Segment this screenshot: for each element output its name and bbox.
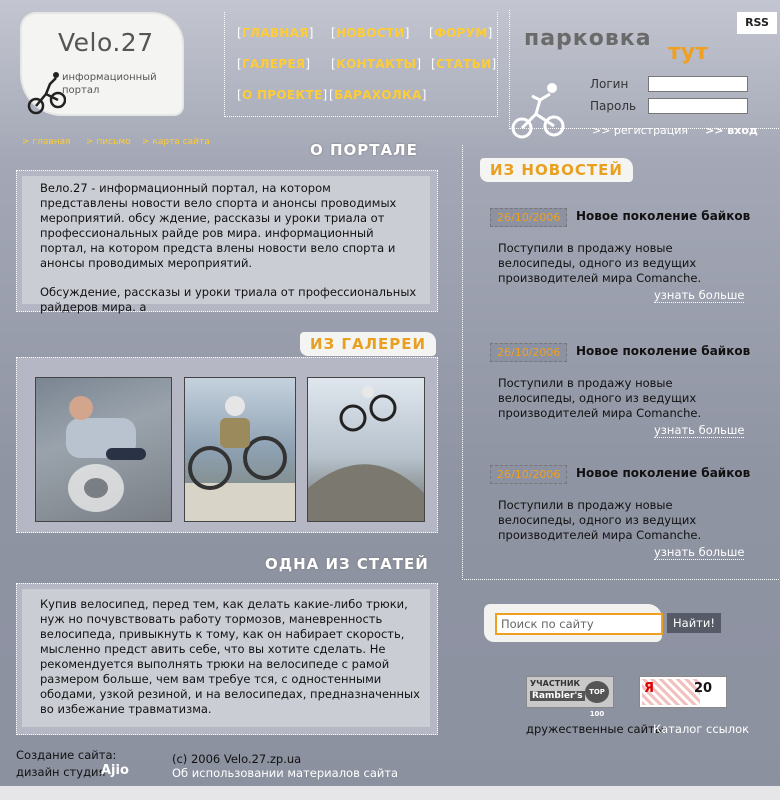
nav-item-home[interactable]: [ГЛАВНАЯ] [237, 26, 314, 40]
news-headline[interactable]: Новое поколение байков [576, 344, 751, 358]
login-label: Логин [590, 77, 629, 91]
search-input[interactable]: Поиск по сайту [495, 613, 663, 635]
rider-lying-icon [36, 378, 171, 521]
news-more-link[interactable]: узнать больше [654, 545, 745, 559]
article-title: ОДНА ИЗ СТАТЕЙ [265, 555, 429, 573]
yandex-number: 20 [694, 681, 713, 696]
rider-trial-icon [185, 378, 295, 521]
rss-button[interactable]: RSS [737, 12, 777, 34]
nav-item-news[interactable]: [НОВОСТИ] [331, 26, 410, 40]
gallery-image-1[interactable] [35, 377, 172, 522]
news-date: 26/10/2006 [490, 343, 567, 362]
search-button[interactable]: Найти! [667, 613, 721, 633]
rambler-line1: УЧАСТНИК [530, 679, 581, 688]
news-headline[interactable]: Новое поколение байков [576, 466, 751, 480]
logo-subtitle: информационный портал [62, 72, 157, 96]
news-date: 26/10/2006 [490, 208, 567, 227]
nav-item-forum[interactable]: [ФОРУМ] [429, 26, 493, 40]
nav-item-articles[interactable]: [СТАТЬИ] [431, 57, 497, 71]
footer-usage-link[interactable]: Об использовании материалов сайта [172, 766, 399, 780]
rambler-top100-badge[interactable] [526, 676, 614, 718]
about-paragraph-1: Вело.27 - информационный портал, на котором представлены новости вело спорта и анонсы проводимых мероприятий. обсу ждение, рассказы и уроки триала от профессиональных райде ров мира. информационный портал, на котором предста влены новости вело спорта и анонсы проводимых мероприятий. [40, 181, 397, 270]
logo-title[interactable]: Velo.27 [58, 28, 154, 57]
register-link[interactable]: >> регистрация [592, 124, 689, 137]
rambler-line2: Rambler's [532, 691, 583, 701]
nav-item-market[interactable]: [БАРАХОЛКА] [329, 88, 427, 102]
article-text: Купив велосипед, перед тем, как делать какие-либо трюки, нуж но почувствовать работу тормозов, маневренность велосипеда, привыкнуть к тому, как он набирает скорость, мысленно предст авить себе, что вы хотите сделать. Не рекомендуется выполнять трюки на велосипеде с рамой размером больше, чем вам требуе тся, с одностенными ободами, узкой резиной, и на велосипедах, предназначенных во избежание травматизма. [40, 597, 420, 716]
breadcrumb-mail[interactable]: > письмо [86, 137, 131, 147]
breadcrumb-home[interactable]: > главная [22, 137, 71, 147]
footer-copyright: (c) 2006 Velo.27.zp.ua [172, 752, 302, 766]
password-label: Пароль [590, 99, 637, 113]
login-input[interactable] [648, 76, 748, 92]
news-body: Поступили в продажу новые велосипеды, одного из ведущих производителей мира Comanche. [498, 498, 702, 542]
parking-label: парковка [524, 26, 652, 51]
news-more-link[interactable]: узнать больше [654, 423, 745, 437]
friends-link[interactable]: Каталог ссылок [653, 722, 750, 736]
news-date: 26/10/2006 [490, 465, 567, 484]
gallery-image-2[interactable] [184, 377, 296, 522]
enter-link[interactable]: >> вход [705, 124, 758, 137]
gallery-image-3[interactable] [307, 377, 425, 522]
nav-item-gallery[interactable]: [ГАЛЕРЕЯ] [237, 57, 311, 71]
news-body: Поступили в продажу новые велосипеды, одного из ведущих производителей мира Comanche. [498, 376, 702, 420]
about-title: О ПОРТАЛЕ [310, 141, 418, 159]
nav-item-about[interactable]: [О ПРОЕКТЕ] [237, 88, 328, 102]
footer-studio-name[interactable]: Ajio [101, 763, 129, 778]
parking-accent: тут [668, 40, 708, 65]
yandex-counter-badge[interactable] [639, 676, 727, 708]
rambler-top: TOP 100 [585, 681, 609, 703]
footer-created-label: Создание сайта: [16, 748, 117, 762]
header [0, 0, 780, 137]
password-input[interactable] [648, 98, 748, 114]
breadcrumb-sitemap[interactable]: > карта сайта [142, 137, 210, 147]
about-paragraph-2: Обсуждение, рассказы и уроки триала от профессиональных райдеров мира. а [40, 285, 417, 314]
main-nav [224, 12, 498, 117]
bmx-jump-icon [510, 80, 568, 140]
bmx-rider-icon [26, 70, 66, 116]
friends-label: дружественные сайты: [526, 722, 668, 736]
news-title: ИЗ НОВОСТЕЙ [480, 158, 633, 182]
news-headline[interactable]: Новое поколение байков [576, 209, 751, 223]
news-more-link[interactable]: узнать больше [654, 288, 745, 302]
nav-item-contacts[interactable]: [КОНТАКТЫ] [331, 57, 422, 71]
about-text [40, 181, 420, 315]
footer-strip [0, 786, 780, 800]
gallery-title: ИЗ ГАЛЕРЕИ [300, 332, 436, 356]
footer-studio-label: дизайн студия [16, 765, 106, 779]
rider-ramp-icon [308, 378, 424, 521]
yandex-letter: Я [644, 681, 655, 696]
news-body: Поступили в продажу новые велосипеды, одного из ведущих производителей мира Comanche. [498, 241, 702, 285]
